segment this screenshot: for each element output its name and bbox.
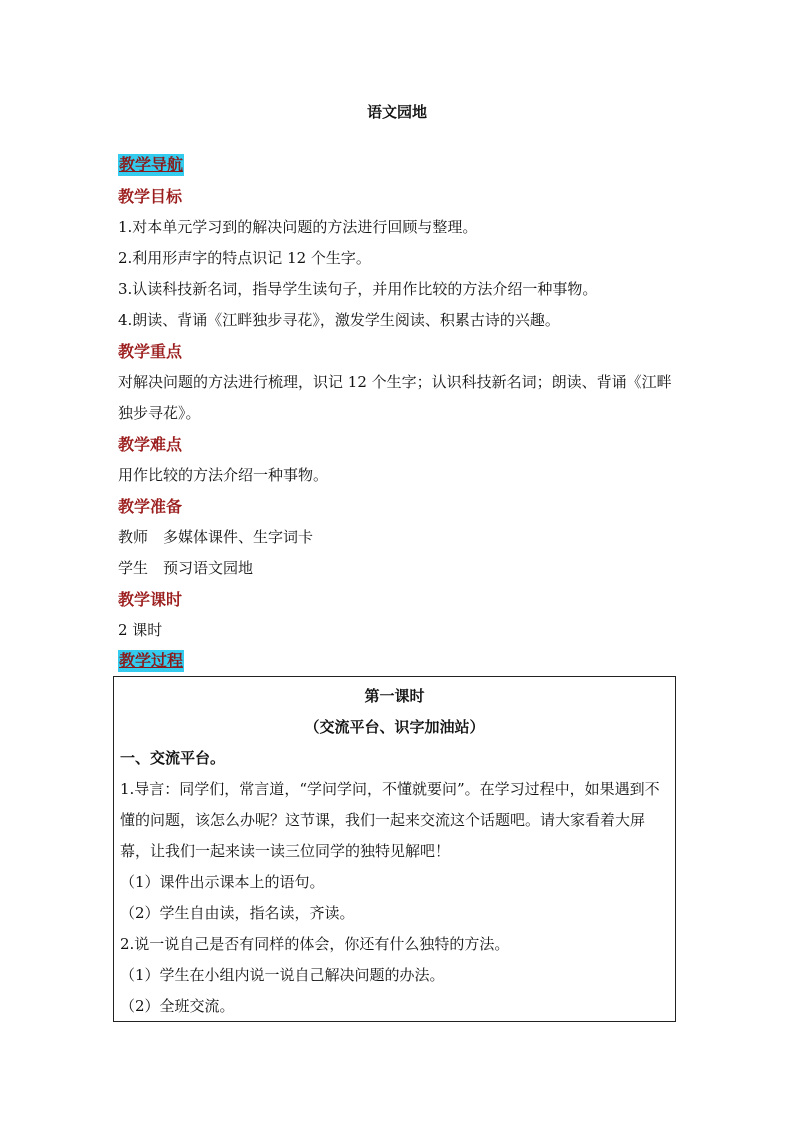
goal-item-1: 1.对本单元学习到的解决问题的方法进行回顾与整理。 — [118, 218, 478, 236]
document-title: 语文园地 — [366, 103, 427, 121]
lesson-title: 第一课时 — [364, 687, 425, 705]
paragraph-item-1-2: （2）学生自由读，指名读，齐读。 — [120, 904, 355, 922]
hours-heading: 教学课时 — [118, 590, 183, 609]
goal-item-4: 4.朗读、背诵《江畔独步寻花》，激发学生阅读、积累古诗的兴趣。 — [118, 311, 560, 329]
lesson-plan-body — [118, 150, 678, 677]
key-points-text: 对解决问题的方法进行梳理，识记 12 个生字；认识科技新名词；朗读、背诵《江畔独步寻花》。 — [118, 373, 672, 422]
difficulties-text: 用作比较的方法介绍一种事物。 — [118, 466, 329, 484]
lesson-one-box — [113, 676, 676, 1022]
difficulties-heading: 教学难点 — [118, 435, 183, 454]
nav-heading-row — [118, 150, 678, 181]
goal-item-3: 3.认读科技新名词，指导学生读句子，并用作比较的方法介绍一种事物。 — [118, 280, 598, 298]
teaching-navigation-heading: 教学导航 — [119, 155, 184, 174]
key-points-heading: 教学重点 — [118, 342, 183, 361]
paragraph-item-1-1: （1）课件出示课本上的语句。 — [120, 873, 325, 891]
paragraph-item-2-2: （2）全班交流。 — [120, 997, 235, 1015]
preparation-heading: 教学准备 — [118, 497, 183, 516]
teaching-process-heading: 教学过程 — [119, 651, 184, 670]
goal-item-2: 2.利用形声字的特点识记 12 个生字。 — [118, 249, 371, 267]
goals-heading: 教学目标 — [118, 187, 183, 206]
hours-text: 2 课时 — [118, 621, 163, 639]
lesson-subtitle: （交流平台、识字加油站） — [304, 718, 485, 736]
preparation-teacher: 教师 多媒体课件、生字词卡 — [118, 528, 314, 546]
paragraph-introduction: 1.导言：同学们，常言道，“学问学问，不懂就要问”。在学习过程中，如果遇到不懂的问题，该怎么办呢？这节课，我们一起来交流这个话题吧。请大家看着大屏幕，让我们一起来读一读三位同学的独特见解吧！ — [120, 780, 660, 860]
preparation-student: 学生 预习语文园地 — [118, 559, 254, 577]
section-exchange-heading: 一、交流平台。 — [120, 749, 226, 767]
paragraph-item-2-1: （1）学生在小组内说一说自己解决问题的办法。 — [120, 966, 445, 984]
paragraph-discussion: 2.说一说自己是否有同样的体会，你还有什么独特的方法。 — [120, 935, 510, 953]
process-heading-row — [118, 646, 678, 677]
